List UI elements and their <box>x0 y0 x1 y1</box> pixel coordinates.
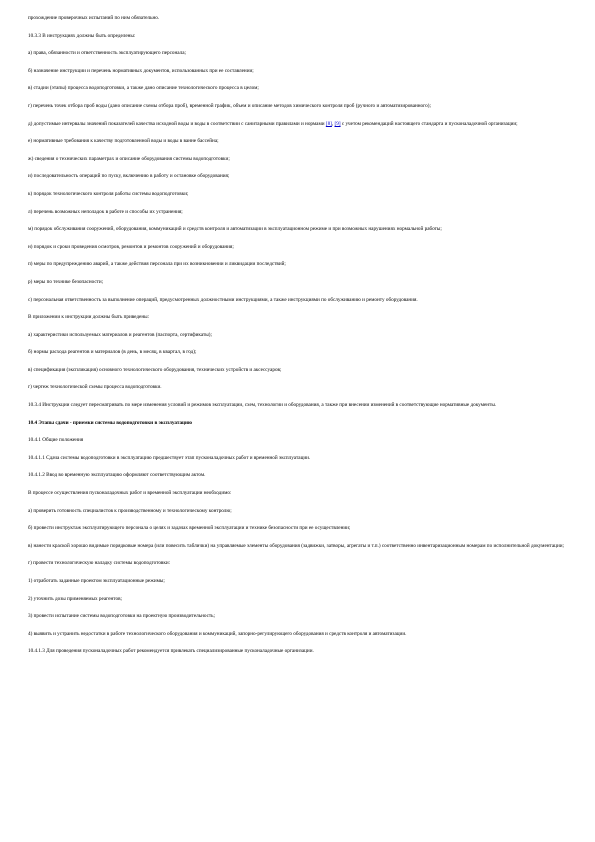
section-10-3-4: 10.3.4 Инструкции следует пересматривать по мере изменения условий и режимов эксплуатации, схем, технологии и оборудования, а также при внесении изменений в соответствующие нормативные документы. <box>28 402 497 409</box>
list-item: 1) отработать заданные проектом эксплуатационные режимы; <box>28 578 165 584</box>
text: с учетом рекомендаций настоящего стандарта и пусконаладочной организации; <box>340 120 518 127</box>
list-item: 2) уточнить дозы применяемых реагентов; <box>28 595 122 602</box>
reference-link-8[interactable]: [8] <box>325 120 332 127</box>
list-item: б) назначение инструкции и перечень нормативных документов, использованных при ее составлении; <box>28 67 254 74</box>
section-heading-10-4-1: 10.4.1 Общие положения <box>28 437 84 444</box>
list-item: а) права, обязанности и ответственность эксплуатирующего персонала; <box>28 50 186 57</box>
list-item: к) порядок технологического контроля работы системы водоподготовки; <box>28 190 189 197</box>
list-item: в) нанести краской хорошо видимые порядковые номера (или повесить таблички) на управляемые элементы оборудования (задвижки, затворы, агрегаты и т.п.) соответственно инвентаризационным номерам по исполнительной документации; <box>28 542 564 549</box>
list-item: в) спецификация (экспликация) основного технологического оборудования, технических устройств и аксессуаров; <box>28 366 282 373</box>
list-item: н) порядок и сроки проведения осмотров, ремонтов и ремонтов сооружений и оборудования; <box>28 243 234 250</box>
document-page <box>28 14 568 665</box>
list-item: е) нормативные требования к качеству подготовленной воды и воды в ванне бассейна; <box>28 138 219 145</box>
section-heading-10-3-3: 10.3.3 В инструкциях должны быть определены: <box>28 32 136 39</box>
list-item: г) чертеж технологической схемы процесса водоподготовки. <box>28 384 162 391</box>
paragraph: прохождение проверочных испытаний по ним обязательно. <box>28 15 160 21</box>
list-item: г) перечень точек отбора проб воды (дано описание схемы отбора проб), временной график, объем и описание методов химического контроля проб (ручного и автоматизированного); <box>28 102 431 109</box>
list-item: 3) провести испытание системы водоподготовки на проектную производительность; <box>28 613 215 620</box>
reference-link-9[interactable]: [9] <box>334 120 341 127</box>
list-item: 4) выявить и устранить недостатки в работе технологического оборудования и коммуникаций, запорно-регулирующего оборудования и средств контроля и автоматизации. <box>28 630 407 637</box>
list-item: б) нормы расхода реагентов и материалов (в день, в месяц, в квартал, в год); <box>28 349 197 356</box>
list-item: в) стадии (этапы) процесса водоподготовки, а также дано описание технологического процесса в целом; <box>28 85 259 92</box>
paragraph: 10.4.1.2 Ввод во временную эксплуатацию оформляют соответствующим актом. <box>28 472 206 479</box>
section-heading-10-4: 10.4 Этапы сдачи - приемки системы водоподготовки в эксплуатацию <box>28 419 193 426</box>
list-item: а) характеристики используемых материалов и реагентов (паспорта, сертификаты); <box>28 331 212 338</box>
list-item: г) провести технологическую наладку системы водоподготовки: <box>28 560 171 567</box>
paragraph: В приложении к инструкции должны быть приведены: <box>28 314 150 321</box>
list-item: ж) сведения о технических параметрах и описание оборудования системы водоподготовки; <box>28 155 230 162</box>
list-item: и) последовательность операций по пуску, включению в работу и остановке оборудования; <box>28 173 230 180</box>
paragraph: 10.4.1.1 Сдача системы водоподготовки в эксплуатацию предшествует этап пусконаладочных работ и временной эксплуатации. <box>28 454 311 461</box>
paragraph: 10.4.1.3 Для проведения пусконаладочных работ рекомендуется привлекать специализированные пусконаладочные организации. <box>28 648 314 655</box>
list-item-d <box>28 120 568 128</box>
list-item: с) персональная ответственность за выполнение операций, предусмотренных должностными инструкциями, а также инструкциями по обслуживанию и ремонту оборудования. <box>28 296 418 303</box>
paragraph: В процессе осуществления пусконаладочных работ и временной эксплуатации необходимо: <box>28 490 232 497</box>
list-item: м) порядок обслуживания сооружений, оборудования, коммуникаций и средств контроля и автоматизации в эксплуатационном режиме и при возможных нарушениях нормальной работы; <box>28 226 442 233</box>
list-item: п) меры по предупреждению аварий, а также действия персонала при их возникновении и ликвидации последствий; <box>28 261 286 268</box>
separator: , <box>331 120 335 127</box>
list-item: б) провести инструктаж эксплуатирующего персонала о целях и задачах временной эксплуатации и технике безопасности при ее осуществлении; <box>28 525 351 532</box>
list-item: р) меры по технике безопасности; <box>28 278 104 285</box>
list-item: л) перечень возможных неполадок в работе и способы их устранения; <box>28 208 183 215</box>
list-item: а) проверить готовность специалистов к производственному и технологическому контролю; <box>28 507 232 514</box>
text: д) допустимые интервалы значений показателей качества исходной воды и воды в соответствии с санитарными правилами и нормами <box>28 120 326 127</box>
